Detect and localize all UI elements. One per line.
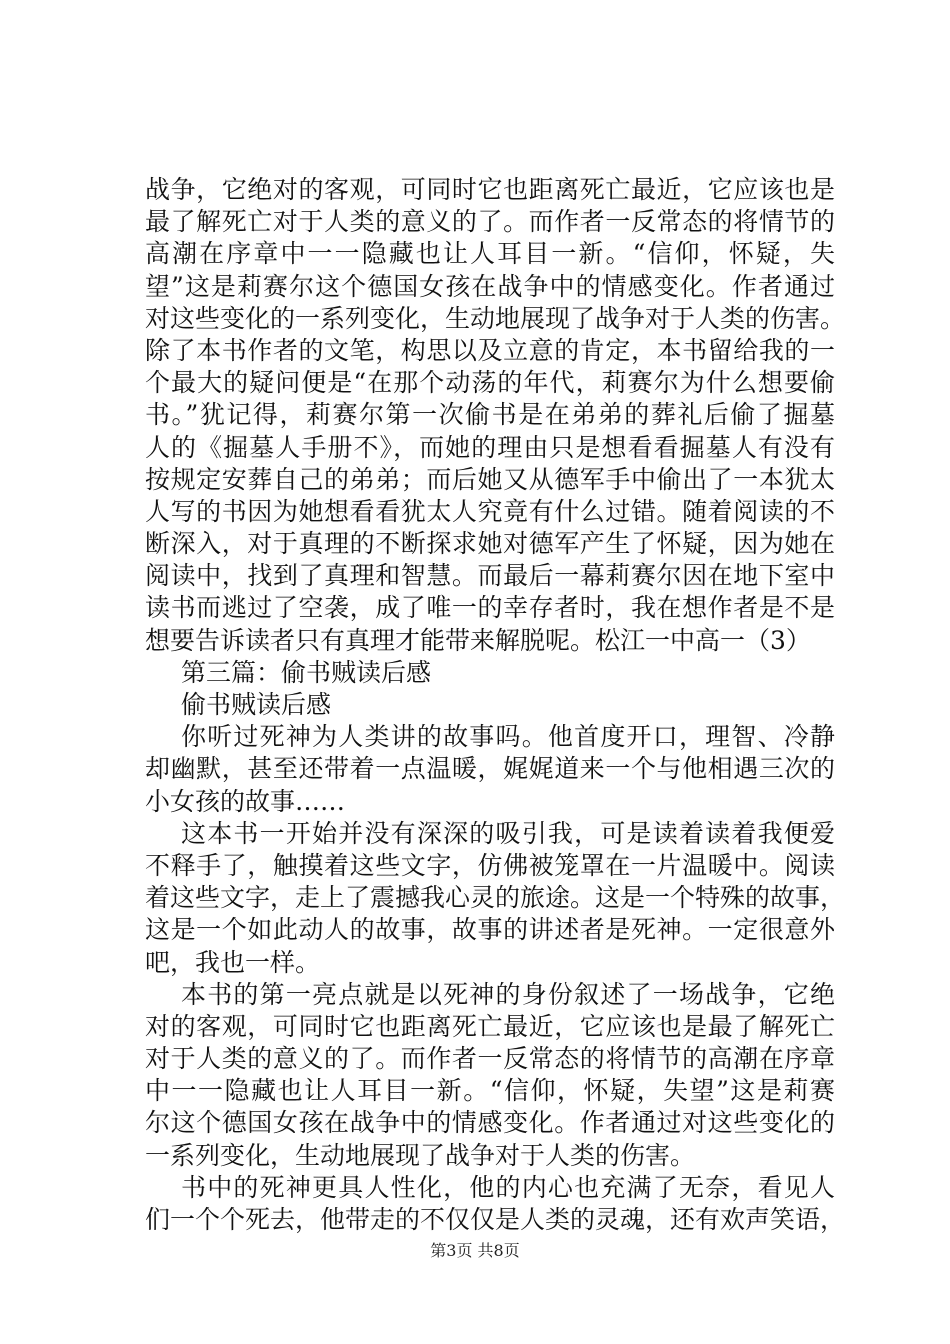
text-line: 这本书一开始并没有深深的吸引我，可是读着读着我便爱 [181, 818, 835, 848]
text-line: 高潮在序章中一一隐藏也让人耳目一新。“信仰，怀疑，失 [145, 239, 835, 269]
text-line: 人的《掘墓人手册不》，而她的理由只是想看看掘墓人有没有 [145, 432, 835, 462]
text-line: 却幽默，甚至还带着一点温暖，娓娓道来一个与他相遇三次的 [145, 754, 835, 784]
text-line: 想要告诉读者只有真理才能带来解脱呢。松江一中高一（3） [145, 625, 811, 655]
body-text [145, 174, 846, 1236]
text-line: 对的客观，可同时它也距离死亡最近，它应该也是最了解死亡 [145, 1011, 835, 1041]
text-line: 你听过死神为人类讲的故事吗。他首度开口，理智、冷静 [181, 722, 835, 752]
text-line: 尔这个德国女孩在战争中的情感变化。作者通过对这些变化的 [145, 1108, 835, 1138]
text-line: 书中的死神更具人性化，他的内心也充满了无奈，看见人 [181, 1172, 835, 1202]
text-line: 人写的书因为她想看看犹太人究竟有什么过错。随着阅读的不 [145, 496, 835, 526]
text-line: 们一个个死去，他带走的不仅仅是人类的灵魂，还有欢声笑语， [145, 1205, 846, 1234]
text-line: 不释手了，触摸着这些文字，仿佛被笼罩在一片温暖中。阅读 [145, 850, 835, 880]
text-line: 书。”犹记得，莉赛尔第一次偷书是在弟弟的葬礼后偷了掘墓 [145, 400, 835, 430]
section-heading: 第三篇：偷书贼读后感 [181, 657, 432, 687]
text-line: 战争，它绝对的客观，可同时它也距离死亡最近，它应该也是 [145, 175, 835, 204]
text-line: 读书而逃过了空袭，成了唯一的幸存者时，我在想作者是不是 [145, 593, 835, 623]
text-line: 除了本书作者的文笔，构思以及立意的肯定，本书留给我的一 [145, 335, 835, 365]
text-line: 按规定安葬自己的弟弟；而后她又从德军手中偷出了一本犹太 [145, 464, 835, 494]
text-line: 一系列变化，生动地展现了战争对于人类的伤害。 [145, 1140, 696, 1170]
text-line: 对于人类的意义的了。而作者一反常态的将情节的高潮在序章 [145, 1044, 835, 1074]
text-line: 个最大的疑问便是“在那个动荡的年代，莉赛尔为什么想要偷 [145, 368, 835, 398]
text-line: 最了解死亡对于人类的意义的了。而作者一反常态的将情节的 [145, 207, 835, 237]
text-line: 小女孩的故事…… [145, 786, 346, 816]
text-line: 断深入，对于真理的不断探求她对德军产生了怀疑，因为她在 [145, 529, 835, 559]
page-footer: 第3页 共8页 [430, 1241, 520, 1260]
text-line: 这是一个如此动人的故事，故事的讲述者是死神。一定很意外 [145, 915, 835, 945]
text-line: 对这些变化的一系列变化，生动地展现了战争对于人类的伤害。 [145, 303, 846, 333]
text-line: 吧，我也一样。 [145, 947, 321, 977]
text-line: 阅读中，找到了真理和智慧。而最后一幕莉赛尔因在地下室中 [145, 561, 835, 591]
section-heading: 偷书贼读后感 [181, 690, 332, 719]
text-line: 中一一隐藏也让人耳目一新。“信仰，怀疑，失望”这是莉赛 [145, 1076, 835, 1106]
text-line: 着这些文字，走上了震撼我心灵的旅途。这是一个特殊的故事， [145, 883, 846, 913]
text-line: 望”这是莉赛尔这个德国女孩在战争中的情感变化。作者通过 [145, 271, 835, 301]
text-line: 本书的第一亮点就是以死神的身份叙述了一场战争，它绝 [181, 979, 835, 1009]
